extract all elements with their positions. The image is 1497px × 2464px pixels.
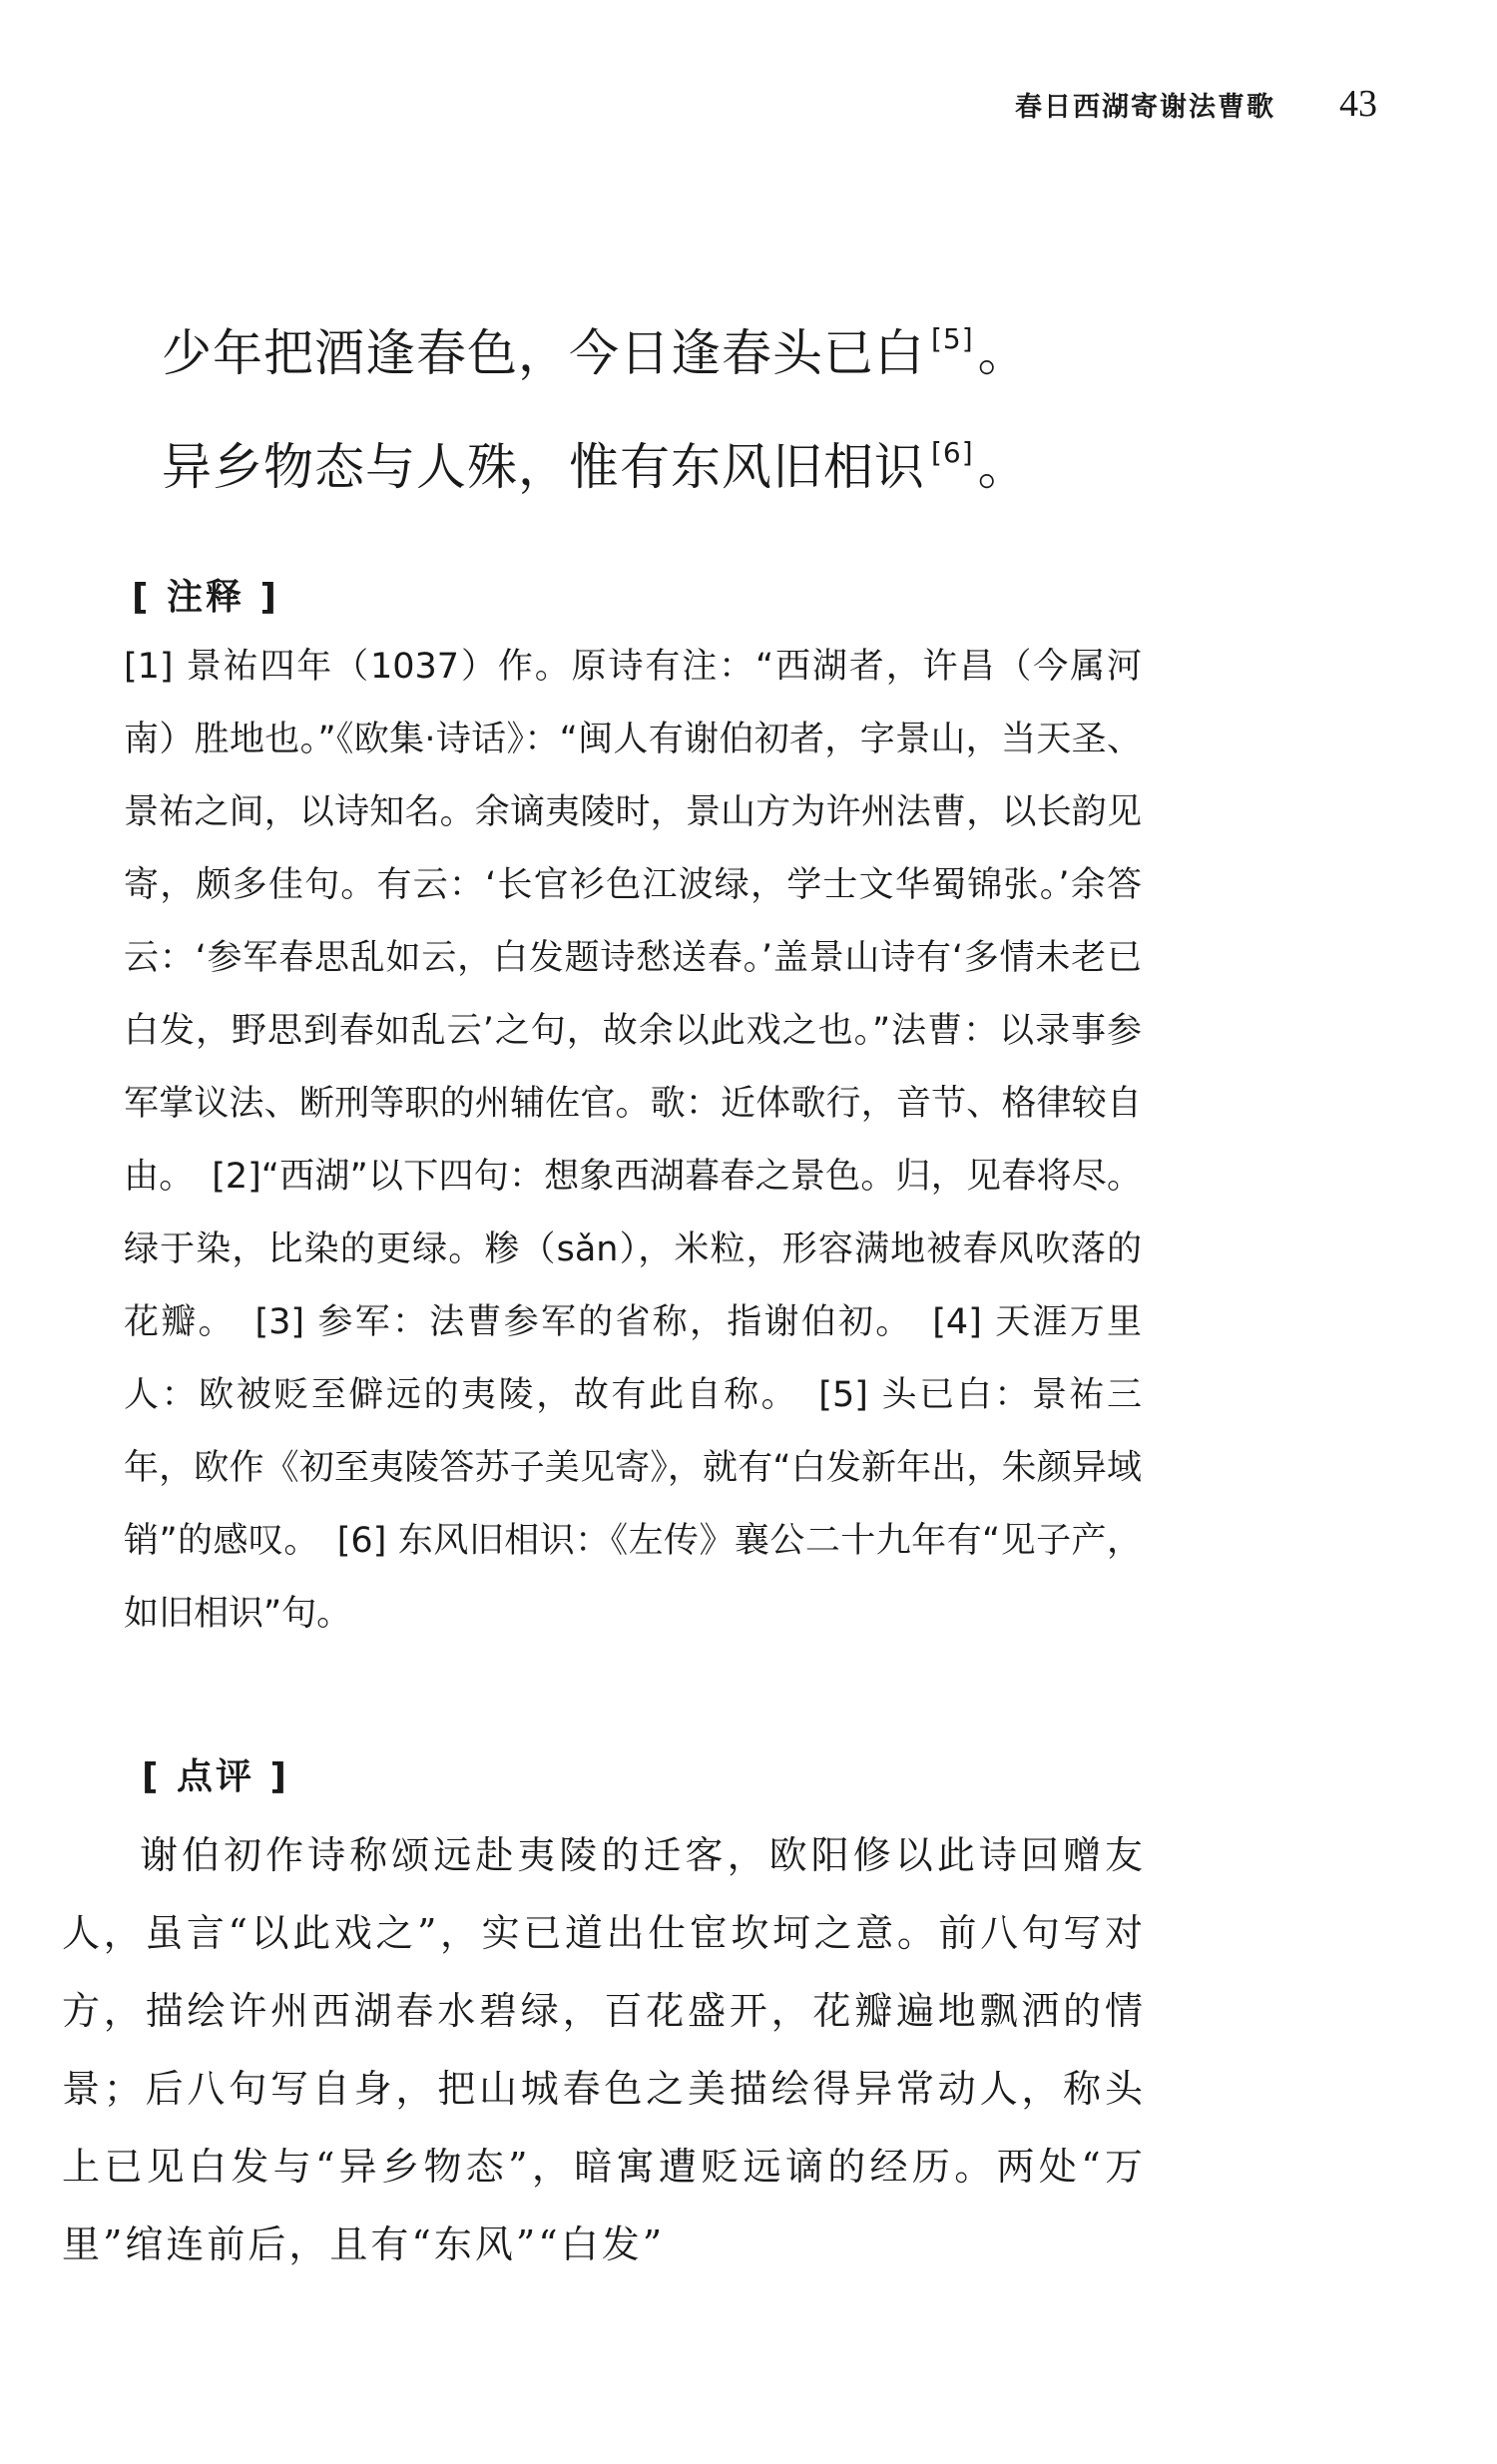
poem-excerpt [162, 289, 1339, 517]
notes-heading: [ 注释 ] [132, 577, 279, 618]
poem-line [162, 403, 1339, 517]
poem-line-text: 异乡物态与人殊，惟有东风旧相识 [162, 438, 925, 496]
running-header [1015, 82, 1377, 126]
commentary-heading: [ 点评 ] [142, 1756, 289, 1797]
poem-line-text: 少年把酒逢春色，今日逢春头已白 [162, 324, 925, 382]
poem-line-punct: 。 [977, 324, 1029, 382]
page-number: 43 [1339, 83, 1377, 125]
footnote-ref: [5] [931, 322, 974, 355]
poem-line [162, 289, 1339, 403]
footnote-ref: [6] [931, 436, 974, 469]
notes-body: [1] 景祐四年（1037）作。原诗有注：“西湖者，许昌（今属河南）胜地也。”《欧集·诗话》：“闽人有谢伯初者，字景山，当天圣、景祐之间，以诗知名。余谪夷陵时，景山方为许州法曹，以长韵见寄，颇多佳句。有云：‘长官衫色江波绿，学士文华蜀锦张。’余答云：‘参军春思乱如云，白发题诗愁送春。’盖景山诗有‘多情未老已白发，野思到春如乱云’之句，故余以此戏之也。”法曹：以录事参军掌议法、断刑等职的州辅佐官。歌：近体歌行，音节、格律较自由。 [2]“西湖”以下四句：想象西湖暮春之景色。归，见春将尽。绿于染，比染的更绿。糁（sǎn），米粒，形容满地被春风吹落的花瓣。 [3] 参军：法曹参军的省称，指谢伯初。 [4] 天涯万里人：欧被贬至僻远的夷陵，故有此自称。 [5] 头已白：景祐三年，欧作《初至夷陵答苏子美见寄》，就有“白发新年出，朱颜异域销”的感叹。 [6] 东风旧相识：《左传》襄公二十九年有“见子产，如旧相识”句。 [124, 647, 1142, 1634]
commentary-body: 谢伯初作诗称颂远赴夷陵的迁客，欧阳修以此诗回赠友人，虽言“以此戏之”，实已道出仕宦坎坷之意。前八句写对方，描绘许州西湖春水碧绿，百花盛开，花瓣遍地飘洒的情景；后八句写自身，把山城春色之美描绘得异常动人，称头上已见白发与“异乡物态”，暗寓遭贬远谪的经历。两处“万里”绾连前后，且有“东风”“白发” [62, 1833, 1146, 2266]
poem-line-punct: 。 [977, 438, 1029, 496]
commentary-section [62, 1816, 1146, 2283]
header-title: 春日西湖寄谢法曹歌 [1015, 92, 1275, 123]
notes-section [52, 631, 1142, 1651]
